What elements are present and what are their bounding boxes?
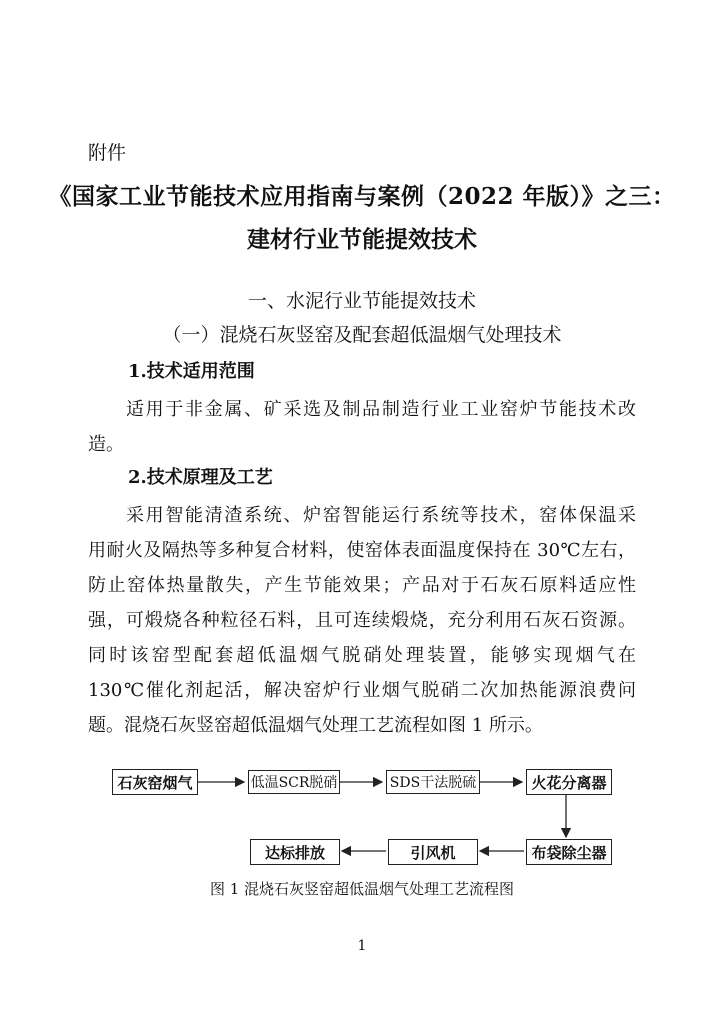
flow-node-kiln-flue-gas: 石灰窑烟气 <box>112 769 198 795</box>
document-title-line2: 建材行业节能提效技术 <box>247 226 477 253</box>
scope-paragraph <box>88 392 636 462</box>
attachment-label: 附件 <box>88 142 127 164</box>
flow-node-spark-separator: 火花分离器 <box>526 769 612 795</box>
paragraph-line: 同时该窑型配套超低温烟气脱硝处理装置，能够实现烟气在 <box>88 645 636 666</box>
principle-title: 2.技术原理及工艺 <box>128 467 273 488</box>
flow-node-bag-filter: 布袋除尘器 <box>526 839 612 865</box>
document-title-line1: 《国家工业节能技术应用指南与案例（2022 年版）》之三： <box>48 183 676 210</box>
figure-caption: 图 1 混烧石灰竖窑超低温烟气处理工艺流程图 <box>209 880 515 898</box>
paragraph-line: 题。混烧石灰竖窑超低温烟气处理工艺流程如图 1 所示。 <box>88 715 543 736</box>
paragraph-line: 造。 <box>88 434 124 455</box>
paragraph-line: 130℃催化剂起活，解决窑炉行业烟气脱硝二次加热能源浪费问 <box>88 680 636 701</box>
flow-node-low-temp-scr: 低温SCR脱硝 <box>248 770 340 794</box>
paragraph-line: 防止窑体热量散失，产生节能效果；产品对于石灰石原料适应性 <box>88 575 636 596</box>
page-number: 1 <box>357 938 367 954</box>
flow-node-compliant-emission: 达标排放 <box>250 839 340 865</box>
principle-paragraph <box>88 498 636 743</box>
paragraph-line: 用耐火及隔热等多种复合材料，使窑体表面温度保持在 30℃左右， <box>88 540 636 561</box>
subsection-heading: （一）混烧石灰竖窑及配套超低温烟气处理技术 <box>162 324 562 346</box>
paragraph-line: 强，可煅烧各种粒径石料，且可连续煅烧，充分利用石灰石资源。 <box>88 610 636 631</box>
paragraph-line: 采用智能清渣系统、炉窑智能运行系统等技术，窑体保温采 <box>126 505 636 526</box>
section-heading: 一、水泥行业节能提效技术 <box>247 290 476 312</box>
flow-node-induced-draft-fan: 引风机 <box>388 839 478 865</box>
scope-title: 1.技术适用范围 <box>128 361 255 382</box>
flow-node-sds-desulfurization: SDS干法脱硫 <box>386 770 480 794</box>
paragraph-line: 适用于非金属、矿采选及制品制造行业工业窑炉节能技术改 <box>126 399 636 420</box>
